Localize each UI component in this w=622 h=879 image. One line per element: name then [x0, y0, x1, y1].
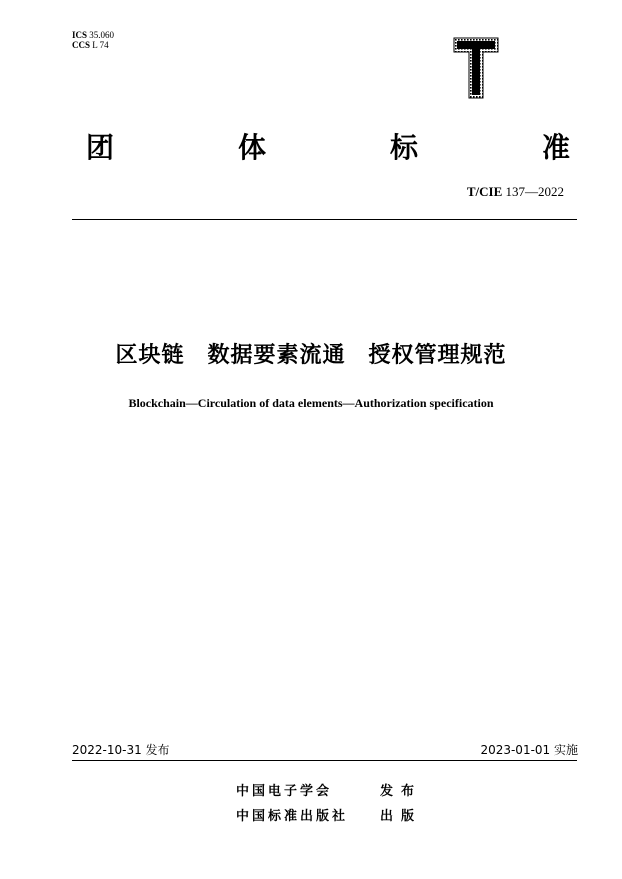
standard-prefix: T/CIE — [466, 184, 503, 199]
title-chinese: 区块链 数据要素流通 授权管理规范 — [115, 343, 507, 368]
heading-char: 体 — [237, 131, 266, 164]
publisher-row — [236, 805, 422, 824]
classification-codes — [72, 30, 114, 50]
standard-number — [467, 184, 564, 200]
ics-code: ICS 35.060 — [72, 30, 115, 40]
top-divider — [72, 219, 577, 220]
standard-t-logo — [452, 36, 500, 100]
document-type-heading — [86, 126, 570, 166]
heading-char: 团 — [86, 131, 115, 164]
heading-char: 准 — [541, 131, 570, 164]
standard-code: 137—2022 — [505, 184, 564, 199]
publisher-role: 出版 — [380, 809, 423, 824]
bottom-divider — [72, 760, 577, 761]
publisher-role: 发布 — [380, 784, 423, 799]
implement-date: 2023-01-01 实施 — [480, 743, 578, 757]
publish-date: 2022-10-31 发布 — [72, 743, 170, 757]
publisher-org: 中国标准出版社 — [236, 809, 349, 824]
ccs-code: CCS L 74 — [72, 40, 109, 50]
publisher-org: 中国电子学会 — [236, 784, 333, 799]
title-english: Blockchain—Circulation of data elements—Authorization specification — [128, 396, 494, 410]
publisher-row — [236, 780, 422, 799]
heading-char: 标 — [389, 131, 418, 164]
